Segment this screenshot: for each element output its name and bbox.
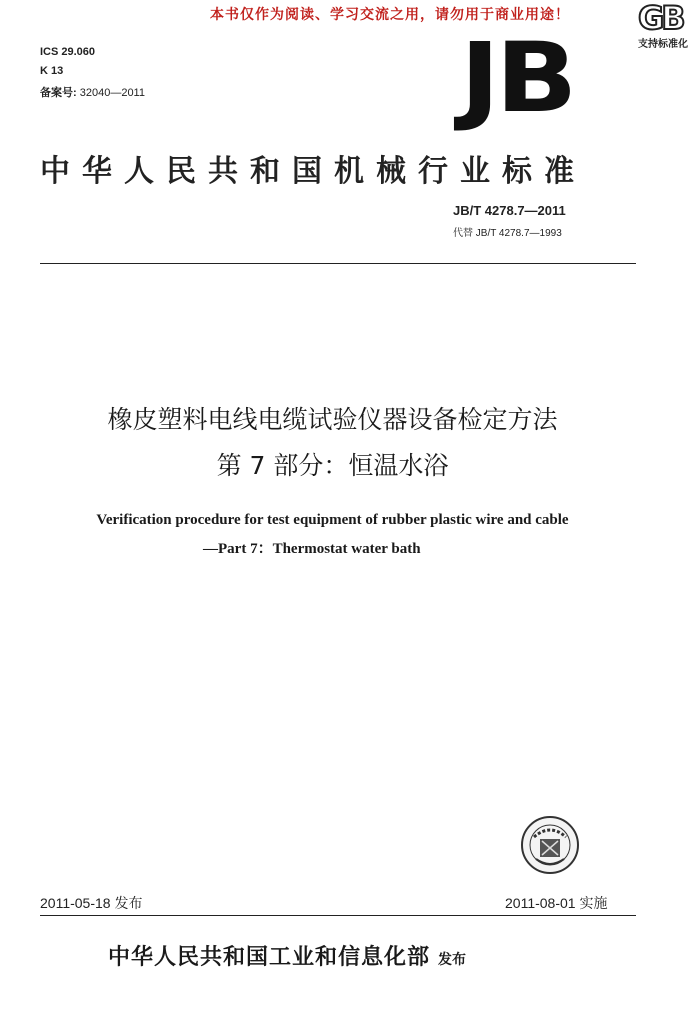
footer-divider [40, 915, 636, 916]
watermark-banner: 本书仅作为阅读、学习交流之用，请勿用于商业用途！ [210, 7, 570, 23]
implementation-date: 2011-08-01 实施 [505, 895, 608, 911]
jb-logo: JB [460, 22, 573, 134]
industry-standard-title: 中华人民共和国机械行业标准 [40, 154, 586, 189]
title-english-line2: —Part 7：Thermostat water bath [203, 541, 421, 557]
standard-number: JB/T 4278.7—2011 [453, 203, 566, 218]
ics-code: ICS 29.060 [40, 46, 96, 58]
gb-logo-letters: GB [638, 0, 683, 37]
gb-logo [636, 2, 698, 48]
issue-date: 2011-05-18 发布 [40, 895, 143, 911]
registration-value: 32040—2011 [79, 87, 145, 99]
publisher-suffix: 发布 [438, 952, 467, 968]
publisher-name: 中华人民共和国工业和信息化部 [108, 945, 431, 970]
header-divider [40, 263, 636, 264]
registration-label: 备案号: [40, 87, 77, 99]
publisher [108, 940, 466, 971]
title-chinese-line1: 橡皮塑料电线电缆试验仪器设备检定方法 [107, 405, 558, 434]
replaces-standard: 代替 JB/T 4278.7—1993 [453, 228, 562, 239]
classification-code: K 13 [40, 65, 64, 77]
title-english-line1: Verification procedure for test equipment of rubber plastic wire and cable [96, 512, 569, 528]
registration-number [40, 84, 145, 100]
title-chinese-line2: 第 7 部分：恒温水浴 [216, 451, 449, 480]
gb-logo-caption: 支持标准化 [638, 39, 688, 50]
official-seal-icon [520, 815, 580, 875]
